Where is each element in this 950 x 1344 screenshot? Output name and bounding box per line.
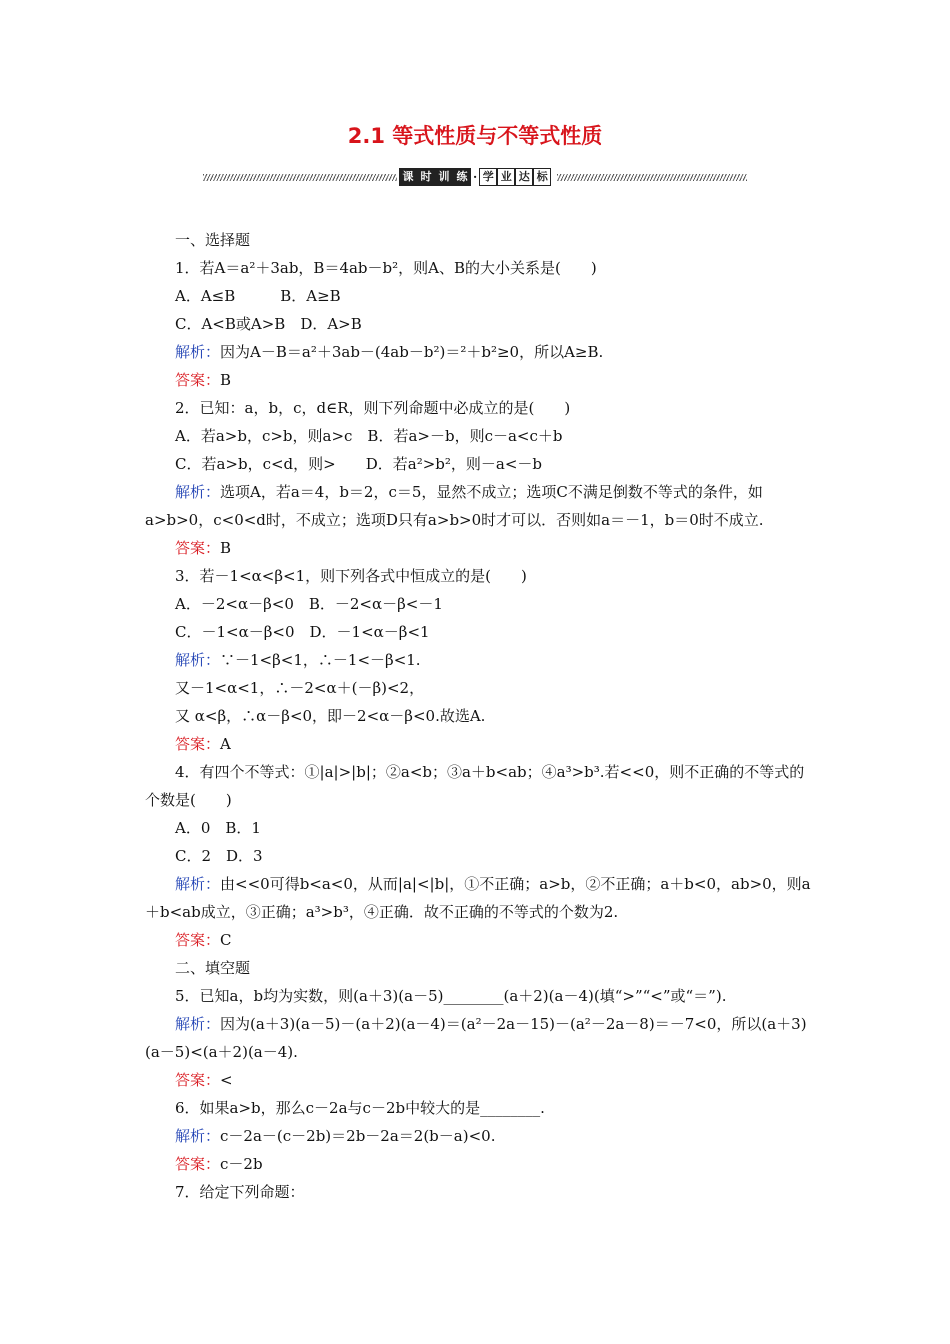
text-line xyxy=(145,254,817,282)
banner-hatch-right xyxy=(557,174,747,181)
answer-label: 答案： xyxy=(175,539,221,557)
text-line xyxy=(145,422,817,450)
banner-cell: 达 xyxy=(515,168,533,186)
analysis-label: 解析： xyxy=(175,343,221,361)
line-text: 4．有四个不等式：①|a|>|b|；②a<b；③a＋b<ab；④a³>b³.若<<0，则不正确的不等式的个数是( ) xyxy=(145,763,805,809)
line-text: A xyxy=(220,735,231,753)
text-line xyxy=(145,310,817,338)
analysis-label: 解析： xyxy=(175,483,221,501)
line-text: C．A<B或A>B D．A>B xyxy=(175,315,362,333)
line-text: B xyxy=(220,371,232,389)
line-text: 又－1<α<1，∴－2<α＋(－β)<2， xyxy=(175,679,425,697)
banner-separator: · xyxy=(473,170,478,184)
line-text: 由<<0可得b<a<0，从而|a|<|b|，①不正确；a>b，②不正确；a＋b<0，ab>0，则a＋b<ab成立，③正确；a³>b³，④正确．故不正确的不等式的个数为2. xyxy=(145,875,811,921)
text-line xyxy=(145,1010,817,1066)
text-line xyxy=(145,954,817,982)
text-line xyxy=(145,562,817,590)
line-text: C xyxy=(220,931,232,949)
line-text: 6．如果a>b，那么c－2a与c－2b中较大的是________. xyxy=(175,1099,545,1117)
analysis-label: 解析： xyxy=(175,651,221,669)
line-text: 7．给定下列命题： xyxy=(175,1183,305,1201)
answer-label: 答案： xyxy=(175,1155,221,1173)
text-line xyxy=(145,1122,817,1150)
banner-cell: 学 xyxy=(479,168,497,186)
line-text: c－2a－(c－2b)＝2b－2a＝2(b－a)<0. xyxy=(220,1127,496,1145)
text-line xyxy=(145,394,817,422)
line-text: C．2 D．3 xyxy=(175,847,263,865)
line-text: 3．若－1<α<β<1，则下列各式中恒成立的是( ) xyxy=(175,567,527,585)
text-line xyxy=(145,758,817,814)
text-line xyxy=(145,870,817,926)
line-text: C．－1<α－β<0 D．－1<α－β<1 xyxy=(175,623,430,641)
text-line xyxy=(145,226,817,254)
text-line xyxy=(145,1178,817,1206)
text-line xyxy=(145,842,817,870)
banner-cell: 时 xyxy=(417,168,435,186)
line-text: 选项A，若a＝4，b＝2，c＝5，显然不成立；选项C不满足倒数不等式的条件，如a>b>0，c<0<d时，不成立；选项D只有a>b>0时才可以．否则如a＝－1，b＝0时不成立. xyxy=(145,483,764,529)
line-text: 因为(a＋3)(a－5)－(a＋2)(a－4)＝(a²－2a－15)－(a²－2a－8)＝－7<0，所以(a＋3)(a－5)<(a＋2)(a－4). xyxy=(145,1015,807,1061)
banner-cell: 课 xyxy=(399,168,417,186)
banner-badge xyxy=(399,168,551,186)
line-text: 5．已知a，b均为实数，则(a＋3)(a－5)________(a＋2)(a－4)(填“>”“<”或“＝”). xyxy=(175,987,727,1005)
text-line xyxy=(145,618,817,646)
text-line xyxy=(145,450,817,478)
line-text: 1．若A＝a²＋3ab，B＝4ab－b²，则A、B的大小关系是( ) xyxy=(175,259,597,277)
line-text: A．－2<α－β<0 B．－2<α－β<－1 xyxy=(175,595,443,613)
text-line xyxy=(145,702,817,730)
text-line xyxy=(145,674,817,702)
line-text: A．0 B．1 xyxy=(175,819,261,837)
text-line xyxy=(145,1066,817,1094)
line-text: C．若a>b，c<d，则> D．若a²>b²，则－a<－b xyxy=(175,455,543,473)
line-text: B xyxy=(220,539,232,557)
line-text: ∵－1<β<1，∴－1<－β<1. xyxy=(220,651,421,669)
line-text: c－2b xyxy=(220,1155,263,1173)
text-line xyxy=(145,478,817,534)
line-text: 一、选择题 xyxy=(175,231,251,249)
text-line xyxy=(145,1094,817,1122)
line-text: 2．已知：a，b，c，d∈R，则下列命题中必成立的是( ) xyxy=(175,399,571,417)
text-line xyxy=(145,590,817,618)
line-text: 又 α<β，∴α－β<0，即－2<α－β<0.故选A. xyxy=(175,707,486,725)
line-text: 因为A－B＝a²＋3ab－(4ab－b²)＝²＋b²≥0，所以A≥B. xyxy=(220,343,604,361)
line-text: 二、填空题 xyxy=(175,959,251,977)
analysis-label: 解析： xyxy=(175,1015,221,1033)
line-text: A．若a>b，c>b，则a>c B．若a>－b，则c－a<c＋b xyxy=(175,427,563,445)
line-text: < xyxy=(220,1071,233,1089)
text-line xyxy=(145,534,817,562)
analysis-label: 解析： xyxy=(175,1127,221,1145)
banner-cell: 训 xyxy=(435,168,453,186)
text-line xyxy=(145,646,817,674)
analysis-label: 解析： xyxy=(175,875,221,893)
banner-cell: 业 xyxy=(497,168,515,186)
text-line xyxy=(145,366,817,394)
page-title: 2.1 等式性质与不等式性质 xyxy=(347,124,603,148)
banner-cell: 练 xyxy=(453,168,471,186)
text-line xyxy=(145,814,817,842)
text-line xyxy=(145,982,817,1010)
line-text: A．A≤B B．A≥B xyxy=(175,287,341,305)
section-banner xyxy=(203,168,747,186)
document-body xyxy=(145,226,817,1206)
banner-hatch-left xyxy=(203,174,397,181)
answer-label: 答案： xyxy=(175,1071,221,1089)
text-line xyxy=(145,282,817,310)
banner-cell: 标 xyxy=(533,168,551,186)
text-line xyxy=(145,1150,817,1178)
answer-label: 答案： xyxy=(175,931,221,949)
text-line xyxy=(145,730,817,758)
text-line xyxy=(145,338,817,366)
answer-label: 答案： xyxy=(175,371,221,389)
text-line xyxy=(145,926,817,954)
answer-label: 答案： xyxy=(175,735,221,753)
